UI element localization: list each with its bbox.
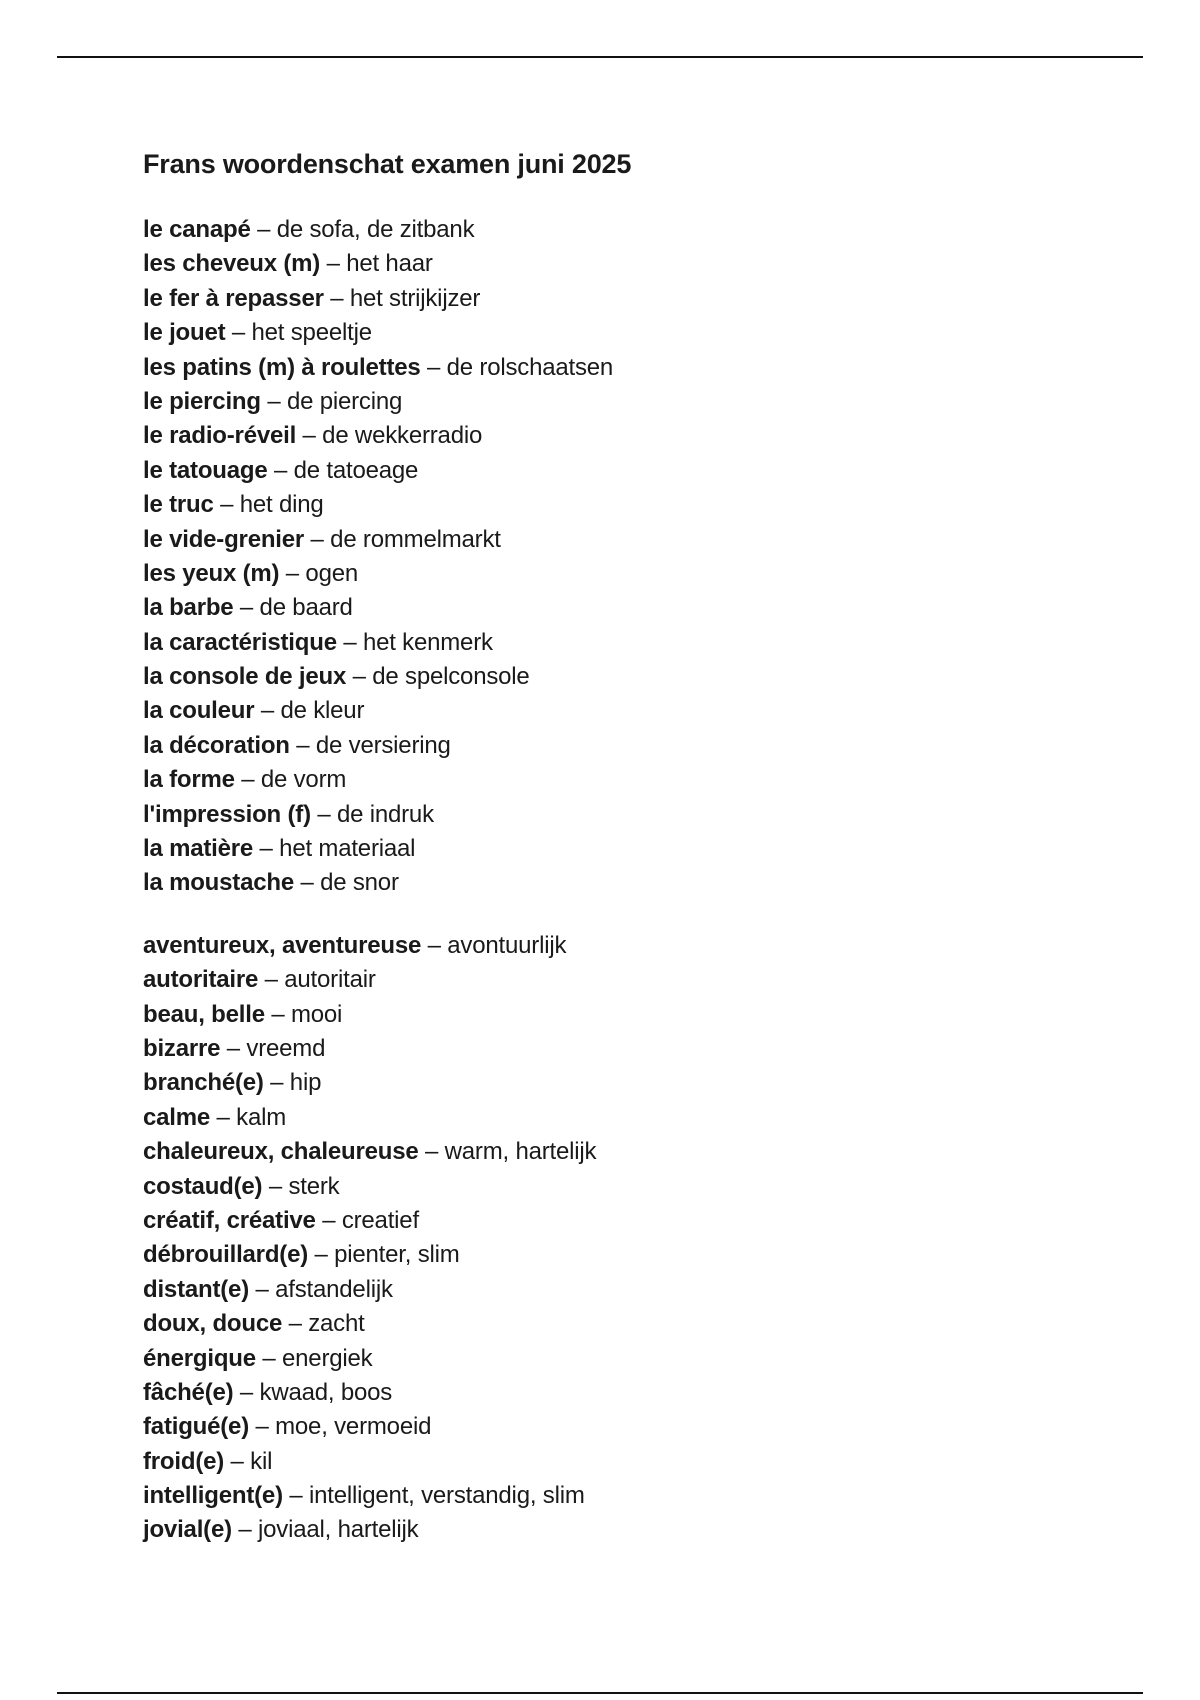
french-term: beau, belle xyxy=(143,1000,265,1028)
dutch-translation: afstandelijk xyxy=(275,1275,393,1303)
vocabulary-entry xyxy=(143,1135,1143,1169)
vocabulary-entry xyxy=(143,866,1143,900)
french-term: le canapé xyxy=(143,216,251,243)
dutch-translation: autoritair xyxy=(284,966,376,994)
french-term: la décoration xyxy=(143,731,290,759)
dutch-translation: mooi xyxy=(290,1000,343,1028)
french-term: la couleur xyxy=(143,697,255,725)
vocabulary-entry xyxy=(143,454,1143,488)
vocabulary-list-nouns xyxy=(143,213,1143,901)
french-term: les patins (m) à roulettes xyxy=(143,353,421,381)
dash-separator: – xyxy=(289,1482,303,1510)
vocabulary-entry xyxy=(143,798,1143,832)
french-term: doux, douce xyxy=(143,1310,283,1338)
dash-separator: – xyxy=(231,319,246,347)
dash-separator: – xyxy=(262,1344,276,1372)
vocabulary-entry xyxy=(143,591,1143,625)
vocabulary-entry xyxy=(143,729,1143,763)
dash-separator: – xyxy=(296,731,310,759)
dutch-translation: het ding xyxy=(239,491,324,519)
french-term: le jouet xyxy=(143,319,226,347)
french-term: le tatouage xyxy=(143,456,268,484)
page-title: Frans woordenschat examen juni 2025 xyxy=(143,149,632,179)
vocabulary-entry xyxy=(143,419,1143,453)
french-term: les yeux (m) xyxy=(143,559,280,587)
french-term: autoritaire xyxy=(143,966,259,994)
dash-separator: – xyxy=(260,697,274,725)
dash-separator: – xyxy=(220,491,234,519)
dutch-translation: het kenmerk xyxy=(362,628,493,656)
dash-separator: – xyxy=(230,1447,244,1475)
dutch-translation: joviaal, hartelijk xyxy=(258,1516,419,1544)
dutch-translation: warm, hartelijk xyxy=(444,1138,597,1166)
french-term: chaleureux, chaleureuse xyxy=(143,1138,419,1166)
vocabulary-entry xyxy=(143,1376,1143,1410)
vocabulary-entry xyxy=(143,763,1143,797)
vocabulary-entry xyxy=(143,1238,1143,1272)
french-term: fâché(e) xyxy=(143,1378,234,1406)
dash-separator: – xyxy=(310,525,324,553)
dutch-translation: het speeltje xyxy=(251,319,372,347)
vocabulary-entry xyxy=(143,832,1143,866)
dash-separator: – xyxy=(238,1516,252,1544)
french-term: la caractéristique xyxy=(143,628,337,656)
french-term: le piercing xyxy=(143,387,261,415)
dutch-translation: hip xyxy=(289,1069,322,1097)
vocabulary-entry xyxy=(143,1032,1143,1066)
footer-rule xyxy=(57,1692,1143,1694)
french-term: la matière xyxy=(143,835,254,863)
vocabulary-entry xyxy=(143,316,1143,350)
french-term: intelligent(e) xyxy=(143,1482,283,1510)
vocabulary-entry xyxy=(143,1101,1143,1135)
vocabulary-entry xyxy=(143,626,1143,660)
french-term: les cheveux (m) xyxy=(143,250,321,278)
french-term: énergique xyxy=(143,1344,256,1372)
vocabulary-list-adjectives xyxy=(143,929,1143,1548)
french-term: jovial(e) xyxy=(143,1516,232,1544)
dutch-translation: creatief xyxy=(341,1206,419,1234)
dash-separator: – xyxy=(317,800,331,828)
dash-separator: – xyxy=(270,1069,284,1097)
dash-separator: – xyxy=(241,766,255,794)
dutch-translation: het haar xyxy=(346,250,433,278)
dash-separator: – xyxy=(314,1241,328,1269)
french-term: aventureux, aventureuse xyxy=(143,931,422,959)
french-term: costaud(e) xyxy=(143,1172,263,1200)
dutch-translation: ogen xyxy=(305,559,359,587)
dash-separator: – xyxy=(271,1000,285,1028)
dash-separator: – xyxy=(285,559,299,587)
dutch-translation: avontuurlijk xyxy=(447,931,567,959)
dash-separator: – xyxy=(273,456,288,484)
dash-separator: – xyxy=(255,1275,269,1303)
dutch-translation: de spelconsole xyxy=(372,663,530,691)
dutch-translation: de versiering xyxy=(315,731,451,759)
dutch-translation: de snor xyxy=(320,869,399,897)
french-term: le fer à repasser xyxy=(143,284,324,312)
dutch-translation: vreemd xyxy=(246,1034,326,1062)
dash-separator: – xyxy=(326,250,340,278)
vocabulary-entry xyxy=(143,213,1143,247)
vocabulary-entry xyxy=(143,523,1143,557)
vocabulary-entry xyxy=(143,1513,1143,1547)
french-term: le truc xyxy=(143,491,214,519)
dash-separator: – xyxy=(255,1413,269,1441)
french-term: froid(e) xyxy=(143,1447,225,1475)
french-term: distant(e) xyxy=(143,1275,250,1303)
vocabulary-entry xyxy=(143,488,1143,522)
dutch-translation: energiek xyxy=(282,1344,373,1372)
dash-separator: – xyxy=(268,1172,282,1200)
french-term: bizarre xyxy=(143,1034,221,1062)
french-term: branché(e) xyxy=(143,1069,264,1097)
vocabulary-entry xyxy=(143,385,1143,419)
vocabulary-entry xyxy=(143,1273,1143,1307)
vocabulary-entry xyxy=(143,1479,1143,1513)
dutch-translation: zacht xyxy=(308,1310,365,1338)
dash-separator: – xyxy=(352,663,366,691)
french-term: la forme xyxy=(143,766,235,794)
dutch-translation: kil xyxy=(250,1447,273,1475)
dutch-translation: kalm xyxy=(236,1103,287,1131)
vocabulary-entry xyxy=(143,963,1143,997)
dutch-translation: de wekkerradio xyxy=(322,422,483,450)
dash-separator: – xyxy=(322,1206,336,1234)
dutch-translation: sterk xyxy=(288,1172,340,1200)
dash-separator: – xyxy=(288,1310,302,1338)
french-term: le vide-grenier xyxy=(143,525,305,553)
dash-separator: – xyxy=(343,628,357,656)
vocabulary-entry xyxy=(143,1170,1143,1204)
vocabulary-entry xyxy=(143,998,1143,1032)
dutch-translation: de kleur xyxy=(280,697,365,725)
vocabulary-entry xyxy=(143,247,1143,281)
dash-separator: – xyxy=(239,1378,254,1406)
dutch-translation: de sofa, de zitbank xyxy=(276,216,475,243)
vocabulary-entry xyxy=(143,1066,1143,1100)
header-rule xyxy=(57,56,1143,58)
dash-separator: – xyxy=(427,931,441,959)
dash-separator: – xyxy=(427,353,441,381)
vocabulary-entry xyxy=(143,1445,1143,1479)
french-term: la moustache xyxy=(143,869,294,897)
vocabulary-entry xyxy=(143,660,1143,694)
vocabulary-entry xyxy=(143,557,1143,591)
dash-separator: – xyxy=(216,1103,230,1131)
dash-separator: – xyxy=(259,835,273,863)
dutch-translation: kwaad, boos xyxy=(259,1378,393,1406)
dutch-translation: pienter, slim xyxy=(334,1241,460,1269)
dash-separator: – xyxy=(226,1034,240,1062)
french-term: débrouillard(e) xyxy=(143,1241,309,1269)
dutch-translation: het strijkijzer xyxy=(349,284,481,312)
dash-separator: – xyxy=(425,1138,439,1166)
vocabulary-entry xyxy=(143,351,1143,385)
dutch-translation: de tatoeage xyxy=(293,456,419,484)
vocabulary-entry xyxy=(143,282,1143,316)
dutch-translation: de piercing xyxy=(286,387,403,415)
vocabulary-entry xyxy=(143,1342,1143,1376)
french-term: fatigué(e) xyxy=(143,1413,250,1441)
dash-separator: – xyxy=(300,869,314,897)
dutch-translation: de baard xyxy=(259,594,353,622)
dutch-translation: moe, vermoeid xyxy=(275,1413,432,1441)
document-body xyxy=(143,147,1143,1548)
dash-separator: – xyxy=(302,422,316,450)
vocabulary-entry xyxy=(143,694,1143,728)
vocabulary-entry xyxy=(143,929,1143,963)
french-term: la barbe xyxy=(143,594,234,622)
dutch-translation: de indruk xyxy=(336,800,434,828)
french-term: calme xyxy=(143,1103,211,1131)
vocabulary-entry xyxy=(143,1307,1143,1341)
dutch-translation: het materiaal xyxy=(279,835,416,863)
dutch-translation: de rommelmarkt xyxy=(330,525,501,553)
dutch-translation: intelligent, verstandig, slim xyxy=(308,1482,585,1510)
dash-separator: – xyxy=(330,284,344,312)
vocabulary-entry xyxy=(143,1410,1143,1444)
french-term: le radio-réveil xyxy=(143,422,297,450)
dash-separator: – xyxy=(264,966,278,994)
dash-separator: – xyxy=(267,387,281,415)
dash-separator: – xyxy=(239,594,254,622)
french-term: l'impression (f) xyxy=(143,800,311,828)
french-term: la console de jeux xyxy=(143,663,347,691)
dutch-translation: de vorm xyxy=(260,766,347,794)
vocabulary-entry xyxy=(143,1204,1143,1238)
french-term: créatif, créative xyxy=(143,1206,316,1234)
dash-separator: – xyxy=(257,216,271,243)
dutch-translation: de rolschaatsen xyxy=(446,353,614,381)
